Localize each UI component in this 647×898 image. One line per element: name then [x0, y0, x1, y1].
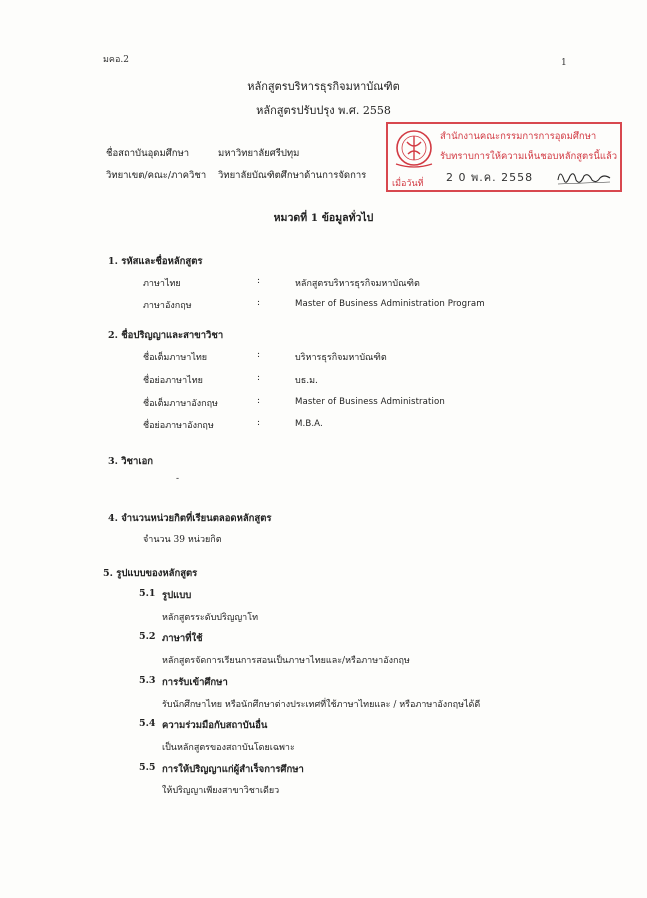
page-title: หลักสูตรบริหารธุรกิจมหาบัณฑิต — [247, 80, 400, 93]
s5-2-title: ภาษาที่ใช้ — [162, 633, 203, 644]
s2-label-0: ชื่อเต็มภาษาไทย — [143, 353, 208, 363]
s1-label-en: ภาษาอังกฤษ — [143, 301, 192, 311]
s2-value-2: Master of Business Administration — [295, 397, 445, 407]
s5-5-num: 5.5 — [139, 762, 156, 773]
s2-value-3: M.B.A. — [295, 419, 323, 429]
section-1-title: 1. รหัสและชื่อหลักสูตร — [108, 256, 203, 267]
faculty-label: วิทยาเขต/คณะ/ภาควิชา — [106, 170, 207, 181]
s2-colon-3: : — [257, 418, 261, 428]
s5-2-num: 5.2 — [139, 631, 156, 642]
s5-4-num: 5.4 — [139, 718, 156, 729]
page-mark: 1 — [561, 58, 567, 68]
s5-2-text: หลักสูตรจัดการเรียนการสอนเป็นภาษาไทยและ/หรือภาษาอังกฤษ — [162, 656, 410, 666]
institution-value: มหาวิทยาลัยศรีปทุม — [218, 148, 300, 159]
s2-value-0: บริหารธุรกิจมหาบัณฑิต — [295, 353, 387, 363]
stamp-line-1: สำนักงานคณะกรรมการการอุดมศึกษา — [440, 131, 597, 142]
approval-stamp — [386, 122, 622, 192]
seal-icon — [393, 128, 435, 168]
s1-label-th: ภาษาไทย — [143, 279, 181, 289]
s2-label-1: ชื่อย่อภาษาไทย — [143, 376, 203, 386]
s2-label-3: ชื่อย่อภาษาอังกฤษ — [143, 421, 214, 431]
s4-value: จำนวน 39 หน่วยกิต — [143, 535, 222, 545]
s5-4-text: เป็นหลักสูตรของสถาบันโดยเฉพาะ — [162, 743, 295, 753]
s5-3-title: การรับเข้าศึกษา — [162, 677, 228, 688]
s2-value-1: บธ.ม. — [295, 376, 318, 386]
doc-ref: มคอ.2 — [103, 55, 129, 65]
chapter-title: หมวดที่ 1 ข้อมูลทั่วไป — [273, 212, 374, 224]
s2-colon-0: : — [257, 350, 261, 360]
s2-colon-2: : — [257, 396, 261, 406]
section-3-title: 3. วิชาเอก — [108, 456, 154, 467]
s5-5-text: ให้ปริญญาเพียงสาขาวิชาเดียว — [162, 786, 280, 796]
s5-4-title: ความร่วมมือกับสถาบันอื่น — [162, 720, 268, 731]
stamp-date-value: 2 0 พ.ค. 2558 — [446, 171, 534, 184]
s1-value-th: หลักสูตรบริหารธุรกิจมหาบัณฑิต — [295, 279, 420, 289]
stamp-line-2: รับทราบการให้ความเห็นชอบหลักสูตรนี้แล้ว — [440, 151, 618, 162]
s1-colon-en: : — [257, 298, 261, 308]
s5-1-text: หลักสูตรระดับปริญญาโท — [162, 613, 258, 623]
stamp-date-label: เมื่อวันที่ — [392, 179, 424, 189]
s5-3-text: รับนักศึกษาไทย หรือนักศึกษาต่างประเทศที่ใช้ภาษาไทยและ / หรือภาษาอังกฤษได้ดี — [162, 700, 481, 710]
faculty-value: วิทยาลัยบัณฑิตศึกษาด้านการจัดการ — [218, 170, 367, 181]
s5-1-num: 5.1 — [139, 588, 156, 599]
s5-5-title: การให้ปริญญาแก่ผู้สำเร็จการศึกษา — [162, 764, 304, 775]
s5-1-title: รูปแบบ — [162, 590, 192, 601]
signature-mark — [556, 166, 612, 188]
s2-label-2: ชื่อเต็มภาษาอังกฤษ — [143, 399, 218, 409]
page-subtitle: หลักสูตรปรับปรุง พ.ศ. 2558 — [256, 104, 391, 117]
s1-colon-th: : — [257, 276, 261, 286]
s5-3-num: 5.3 — [139, 675, 156, 686]
section-2-title: 2. ชื่อปริญญาและสาขาวิชา — [108, 330, 224, 341]
s3-value: - — [176, 474, 180, 484]
institution-label: ชื่อสถาบันอุดมศึกษา — [106, 148, 190, 159]
section-5-title: 5. รูปแบบของหลักสูตร — [103, 568, 198, 579]
s1-value-en: Master of Business Administration Program — [295, 299, 485, 309]
s2-colon-1: : — [257, 373, 261, 383]
section-4-title: 4. จำนวนหน่วยกิตที่เรียนตลอดหลักสูตร — [108, 513, 272, 524]
